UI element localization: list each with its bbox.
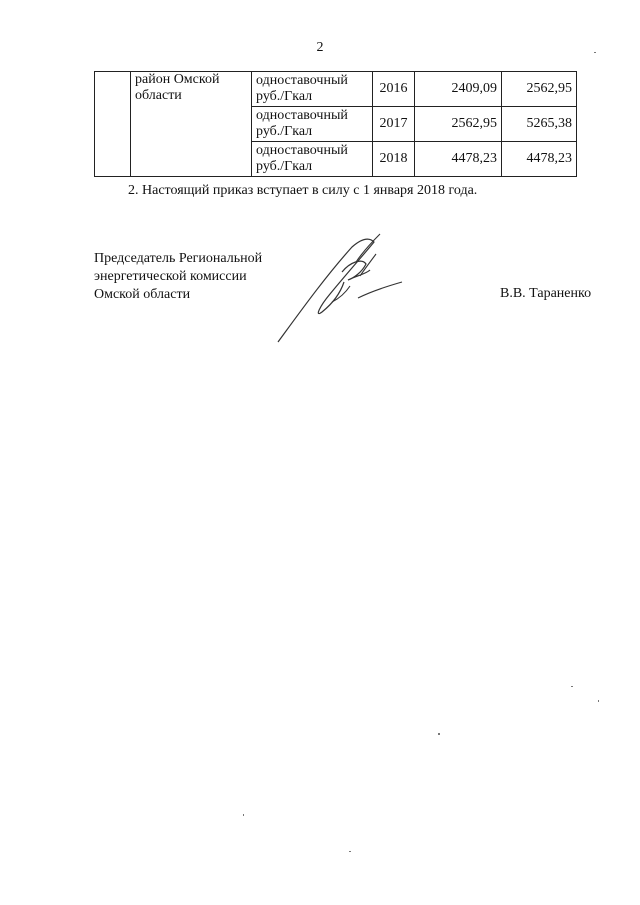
- area-name-line: области: [135, 88, 182, 103]
- tariff-type: одноставочный: [256, 73, 348, 88]
- tariff-unit-cell: [252, 72, 373, 107]
- value-cell: 2409,09: [415, 72, 502, 107]
- row-number-cell: [95, 72, 131, 177]
- signer-name: В.В. Тараненко: [500, 286, 592, 301]
- area-name-line: район Омской: [135, 72, 220, 87]
- table-row: [95, 72, 577, 107]
- scan-speck: [243, 814, 244, 816]
- area-name-cell: [131, 72, 252, 177]
- value-cell: 2562,95: [415, 107, 502, 142]
- signer-title: [94, 250, 262, 304]
- value-cell: 4478,23: [502, 142, 577, 177]
- signer-title-line: энергетической комиссии: [94, 269, 247, 284]
- scan-speck: [598, 700, 599, 702]
- tariff-unit-cell: [252, 142, 373, 177]
- value-cell: 5265,38: [502, 107, 577, 142]
- year-cell: 2016: [373, 72, 415, 107]
- signer-title-line: Омской области: [94, 287, 191, 302]
- scan-speck: [349, 851, 351, 852]
- tariff-unit: руб./Гкал: [256, 159, 313, 174]
- scan-speck: [594, 52, 596, 53]
- page-number: 2: [316, 40, 324, 55]
- tariff-unit-cell: [252, 107, 373, 142]
- value-cell: 2562,95: [502, 72, 577, 107]
- value-cell: 4478,23: [415, 142, 502, 177]
- year-cell: 2017: [373, 107, 415, 142]
- tariff-type: одноставочный: [256, 108, 348, 123]
- scan-speck: [571, 686, 573, 687]
- clause-2: 2. Настоящий приказ вступает в силу с 1 января 2018 года.: [128, 183, 478, 198]
- signer-title-line: Председатель Региональной: [94, 251, 263, 266]
- tariff-unit: руб./Гкал: [256, 124, 313, 139]
- handwritten-signature: [270, 232, 410, 347]
- year-cell: 2018: [373, 142, 415, 177]
- tariff-table: [94, 71, 577, 177]
- tariff-unit: руб./Гкал: [256, 89, 313, 104]
- scan-speck: [438, 733, 440, 735]
- tariff-type: одноставочный: [256, 143, 348, 158]
